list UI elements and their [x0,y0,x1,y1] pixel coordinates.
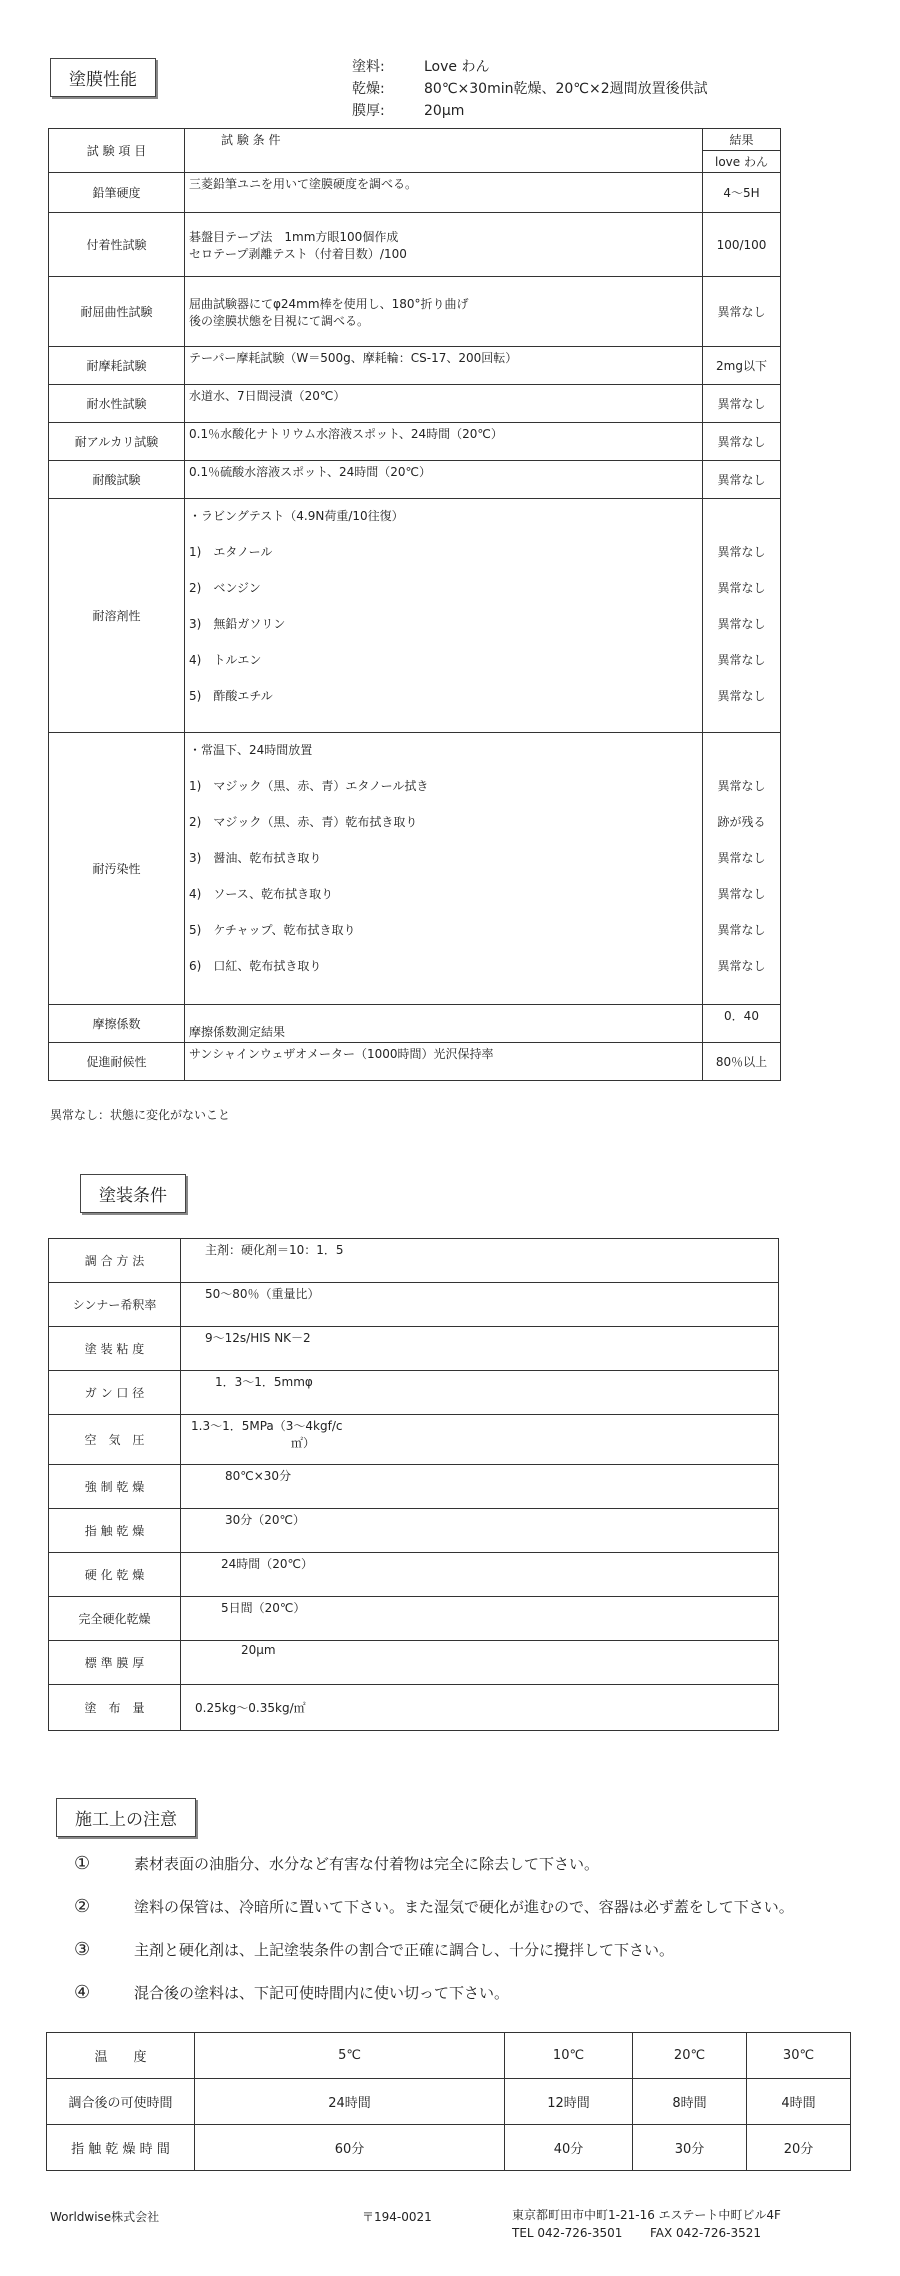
test-result: 異常なし [703,423,781,461]
table-cell: 40分 [505,2125,633,2171]
table-row [49,1641,779,1685]
condition-line: 0.1％硫酸水溶液スポット、24時間（20℃） [189,465,432,479]
test-item: 鉛筆硬度 [49,173,185,213]
condition-line: ・常温下、24時間放置 [189,743,313,757]
table-row [49,1371,779,1415]
condition-line: 屈曲試験器にてφ24mm棒を使用し、180°折り曲げ [189,296,469,311]
head-condition: 試 験 条 件 [185,129,703,173]
meta-key: 塗料: [352,59,385,75]
test-result: 4～5H [703,173,781,213]
caution-item [74,1853,599,1874]
condition-line: 6) 口紅、乾布拭き取り [189,959,322,973]
condition-line: 1) マジック（黒、赤、青）エタノール拭き [189,779,429,793]
test-item: 付着性試験 [49,213,185,277]
condition-item: ガ ン 口 径 [49,1371,181,1415]
film-section-title: 塗膜性能 [50,58,156,97]
caution-text: 素材表面の油脂分、水分など有害な付着物は完全に除去して下さい。 [134,1855,600,1873]
test-item: 摩擦係数 [49,1005,185,1043]
test-result: 異常なし [703,385,781,423]
result-line: 異常なし [717,653,766,667]
table-cell: 4時間 [747,2079,851,2125]
table-cell: 24時間 [195,2079,505,2125]
value-line: 30分（20℃） [225,1513,306,1527]
condition-line: 2) マジック（黒、赤、青）乾布拭き取り [189,815,418,829]
test-condition [185,423,703,461]
condition-line: 水道水、7日間浸漬（20℃） [189,389,346,403]
test-result: 100/100 [703,213,781,277]
test-result [703,733,781,1005]
head-item: 試 験 項 目 [49,129,185,173]
meta-value: 20μm [424,103,465,119]
table-row [49,1005,781,1043]
table-row [49,1509,779,1553]
caution-number: ③ [74,1939,91,1960]
test-condition: サンシャインウェザオメーター（1000時間）光沢保持率 [185,1043,703,1081]
film-meta [352,56,708,122]
table-row [49,499,781,733]
table-row [47,2125,851,2171]
legend-note: 異常なし：状態に変化がないこと [50,1108,231,1122]
table-row [49,1553,779,1597]
value-line: 24時間（20℃） [221,1557,314,1571]
row-label: 調合後の可使時間 [47,2079,195,2125]
condition-item: 指 触 乾 燥 [49,1509,181,1553]
condition-value [181,1641,779,1685]
condition-item: 塗 布 量 [49,1685,181,1731]
condition-line: 三菱鉛筆ユニを用いて塗膜硬度を調べる。 [189,177,418,191]
row-label: 指 触 乾 燥 時 間 [47,2125,195,2171]
test-item: 耐アルカリ試験 [49,423,185,461]
header-cell: 温 度 [47,2033,195,2079]
table-cell: 12時間 [505,2079,633,2125]
phone-number: TEL 042-726-3501 [512,2226,623,2240]
test-condition [185,461,703,499]
condition-item: シンナー希釈率 [49,1283,181,1327]
condition-line: ・ラビングテスト（4.9N荷重/10往復） [189,509,404,523]
value-line: 主剤：硬化剤＝10：1．5 [205,1243,344,1257]
table-cell: 60分 [195,2125,505,2171]
caution-number: ① [74,1853,91,1874]
test-condition: 摩擦係数測定結果 [185,1005,703,1043]
table-cell: 20分 [747,2125,851,2171]
condition-item: 強 制 乾 燥 [49,1465,181,1509]
condition-item: 空 気 圧 [49,1415,181,1465]
condition-line: 5) ケチャップ、乾布拭き取り [189,923,356,937]
condition-value [181,1415,779,1465]
table-row [49,1327,779,1371]
header-cell: 30℃ [747,2033,851,2079]
table-cell: 8時間 [633,2079,747,2125]
test-result [703,499,781,733]
condition-line: 3) 醤油、乾布拭き取り [189,851,322,865]
table-row [49,423,781,461]
test-condition [185,385,703,423]
condition-value [181,1685,779,1731]
caution-text: 塗料の保管は、冷暗所に置いて下さい。また湿気で硬化が進むので、容器は必ず蓋をして下さい。 [134,1898,794,1916]
test-item: 耐摩耗試験 [49,347,185,385]
test-item: 促進耐候性 [49,1043,185,1081]
condition-line: 0.1％水酸化ナトリウム水溶液スポット、24時間（20℃） [189,427,503,441]
test-result: 0．40 [703,1005,781,1043]
test-condition [185,277,703,347]
table-row [49,385,781,423]
condition-value [181,1239,779,1283]
result-line: 異常なし [717,851,766,865]
value-line: 1.3～1．5MPa（3～4kgf/c [191,1419,343,1433]
test-item: 耐溶剤性 [49,499,185,733]
condition-item: 完全硬化乾燥 [49,1597,181,1641]
test-result: 2mg以下 [703,347,781,385]
test-condition [185,347,703,385]
cautions-section-title: 施工上の注意 [56,1798,196,1837]
company-name: Worldwise株式会社 [50,2210,160,2224]
header-cell: 20℃ [633,2033,747,2079]
condition-line: 3) 無鉛ガソリン [189,617,286,631]
value-line: 80℃×30分 [225,1469,292,1483]
condition-value [181,1371,779,1415]
condition-line: テーパー摩耗試験（W＝500g、摩耗輪：CS-17、200回転） [189,351,518,365]
test-condition [185,733,703,1005]
meta-row [352,56,708,78]
caution-item [74,1896,794,1917]
condition-line: 5) 酢酸エチル [189,689,273,703]
caution-number: ② [74,1896,91,1917]
table-cell: 30分 [633,2125,747,2171]
condition-item: 調 合 方 法 [49,1239,181,1283]
table-row [49,1239,779,1283]
condition-item: 硬 化 乾 燥 [49,1553,181,1597]
test-result: 80％以上 [703,1043,781,1081]
value-line: 50～80％（重量比） [205,1287,320,1301]
condition-value [181,1283,779,1327]
table-row [49,347,781,385]
meta-key: 乾燥: [352,81,385,97]
condition-line: セロテープ剥離テスト（付着目数）/100 [189,246,407,261]
result-line: 異常なし [717,959,766,973]
table-row [49,173,781,213]
table-row [49,1597,779,1641]
condition-line: 後の塗膜状態を目視にて調べる。 [189,313,370,328]
table-row [47,2079,851,2125]
meta-row [352,78,708,100]
test-item: 耐汚染性 [49,733,185,1005]
result-line: 異常なし [717,779,766,793]
value-line: 1．3～1．5mmφ [215,1375,313,1389]
meta-row [352,100,708,122]
test-condition [185,173,703,213]
test-item: 耐屈曲性試験 [49,277,185,347]
condition-item: 塗 装 粘 度 [49,1327,181,1371]
table-row [49,733,781,1005]
table-row [49,1685,779,1731]
fax-number: FAX 042-726-3521 [650,2226,762,2240]
value-line: 0.25kg～0.35kg/㎡ [195,1701,306,1715]
test-result: 異常なし [703,277,781,347]
coating-section-title: 塗装条件 [80,1174,186,1213]
caution-item [74,1982,509,2003]
table-row [49,277,781,347]
condition-line: 碁盤目テープ法 1mm方眼100個作成 [189,229,399,244]
condition-line: 4) トルエン [189,653,262,667]
condition-value [181,1597,779,1641]
pot-life-table [46,2032,851,2171]
test-condition [185,213,703,277]
table-row [49,1415,779,1465]
condition-item: 標 準 膜 厚 [49,1641,181,1685]
result-line: 異常なし [717,689,766,703]
header-cell: 5℃ [195,2033,505,2079]
film-performance-table [48,128,781,1081]
condition-line: 4) ソース、乾布拭き取り [189,887,334,901]
head-result: 結果 [703,129,781,151]
condition-line: 2) ベンジン [189,581,261,595]
table-row [49,1465,779,1509]
condition-line: 1) エタノール [189,545,273,559]
caution-text: 主剤と硬化剤は、上記塗装条件の割合で正確に調合し、十分に攪拌して下さい。 [134,1941,675,1959]
test-result: 異常なし [703,461,781,499]
value-line: 5日間（20℃） [221,1601,306,1615]
caution-item [74,1939,674,1960]
caution-text: 混合後の塗料は、下記可使時間内に使い切って下さい。 [134,1984,510,2002]
header-cell: 10℃ [505,2033,633,2079]
test-condition [185,499,703,733]
meta-value: Love わん [424,59,490,75]
result-line: 異常なし [717,617,766,631]
table-row [49,1283,779,1327]
value-line: ㎡） [291,1436,316,1450]
test-item: 耐酸試験 [49,461,185,499]
result-line: 跡が残る [717,815,766,829]
result-line: 異常なし [717,545,766,559]
value-line: 20μm [241,1643,276,1657]
table-row [49,461,781,499]
condition-value [181,1465,779,1509]
test-item: 耐水性試験 [49,385,185,423]
postal-code: 〒194-0021 [362,2210,432,2224]
table-header-row [47,2033,851,2079]
coating-conditions-table [48,1238,779,1731]
caution-number: ④ [74,1982,91,2003]
meta-value: 80℃×30min乾燥、20℃×2週間放置後供試 [424,81,708,97]
value-line: 9～12s/HIS NK－2 [205,1331,311,1345]
table-row [49,1043,781,1081]
company-address: 東京都町田市中町1-21-16 エステート中町ビル4F [512,2208,781,2222]
result-line: 異常なし [717,581,766,595]
meta-key: 膜厚: [352,103,385,119]
result-line: 異常なし [717,923,766,937]
condition-value [181,1509,779,1553]
head-product: love わん [703,151,781,173]
condition-value [181,1553,779,1597]
condition-value [181,1327,779,1371]
table-row [49,213,781,277]
result-line: 異常なし [717,887,766,901]
